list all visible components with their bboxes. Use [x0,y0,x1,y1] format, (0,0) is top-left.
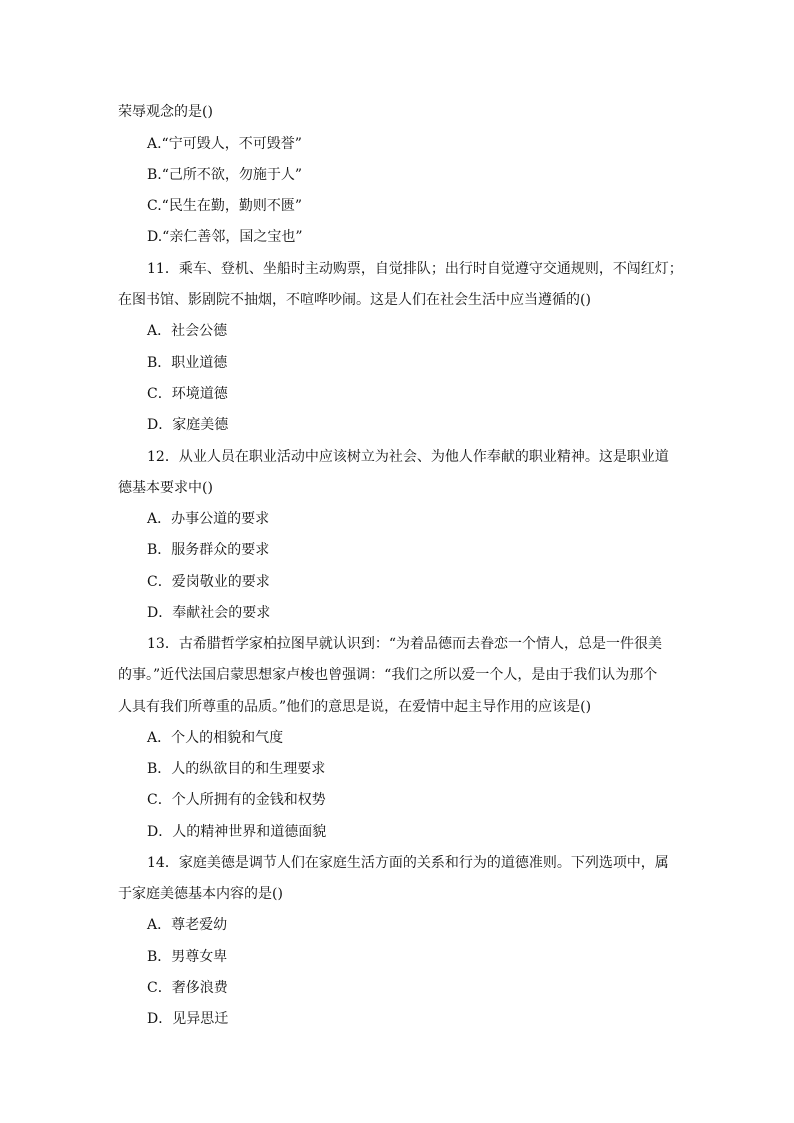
q13-option-d: D．人的精神世界和道德面貌 [147,824,327,840]
q10-option-c: C.“民生在勤，勤则不匮” [147,198,302,214]
q10-option-a: A.“宁可毁人，不可毁誉” [147,136,302,152]
q12-stem-line-1: 12．从业人员在职业活动中应该树立为社会、为他人作奉献的职业精神。这是职业道 [147,449,669,465]
q12-stem-line-2: 德基本要求中() [118,480,213,496]
q11-option-a: A．社会公德 [147,323,228,339]
q10-stem-tail: 荣辱观念的是() [118,104,213,120]
q13-stem-line-3: 人具有我们所尊重的品质。”他们的意思是说，在爱情中起主导作用的应该是() [118,699,592,715]
q11-stem-line-1: 11．乘车、登机、坐船时主动购票，自觉排队；出行时自觉遵守交通规则，不闯红灯； [147,261,683,277]
q11-option-d: D．家庭美德 [147,417,229,433]
q14-option-d: D．见异思迁 [147,1011,229,1027]
q11-stem-line-2: 在图书馆、影剧院不抽烟，不喧哗吵闹。这是人们在社会生活中应当遵循的() [118,292,591,308]
q14-stem-line-2: 于家庭美德基本内容的是() [118,886,283,902]
q13-option-b: B．人的纵欲目的和生理要求 [147,761,326,777]
q13-option-a: A．个人的相貌和气度 [147,730,284,746]
q14-option-c: C．奢侈浪费 [147,980,228,996]
q11-option-c: C．环境道德 [147,386,228,402]
q13-stem-line-2: 的事。”近代法国启蒙思想家卢梭也曾强调：“我们之所以爱一个人，是由于我们认为那个 [118,667,658,683]
q14-option-a: A．尊老爱幼 [147,917,228,933]
q10-option-b: B.“己所不欲，勿施于人” [147,167,303,183]
q14-option-b: B．男尊女卑 [147,949,228,965]
q13-stem-line-1: 13．古希腊哲学家柏拉图早就认识到：“为着品德而去眷恋一个情人，总是一件很美 [147,636,662,652]
q10-option-d: D.“亲仁善邻，国之宝也” [147,229,303,245]
q12-option-d: D．奉献社会的要求 [147,605,271,621]
q12-option-a: A．办事公道的要求 [147,511,270,527]
q13-option-c: C．个人所拥有的金钱和权势 [147,792,326,808]
q11-option-b: B．职业道德 [147,355,228,371]
q12-option-b: B．服务群众的要求 [147,542,270,558]
q14-stem-line-1: 14．家庭美德是调节人们在家庭生活方面的关系和行为的道德准则。下列选项中，属 [147,855,669,871]
q12-option-c: C．爱岗敬业的要求 [147,574,270,590]
